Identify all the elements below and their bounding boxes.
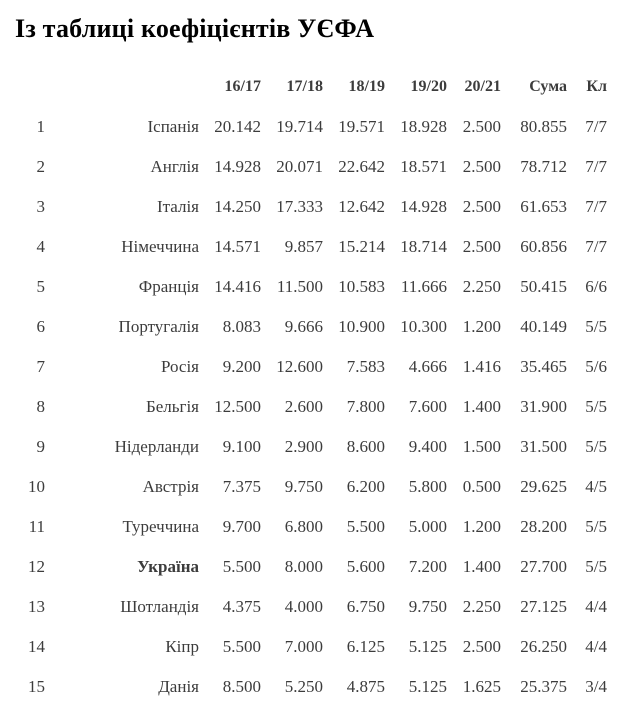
value-cell: 15.214 [338,237,385,256]
rank-cell: 6 [36,317,45,336]
value-cell: 12.500 [214,397,261,416]
value-cell: 9.857 [284,237,323,256]
value-cell: 28.200 [520,517,567,536]
table-row [15,227,607,267]
table-row [15,667,607,707]
value-cell: 2.900 [284,437,323,456]
value-cell: 9.400 [408,437,447,456]
value-cell: 5/5 [585,557,607,576]
country-cell: Шотландія [120,597,199,616]
value-cell: 0.500 [462,477,501,496]
value-cell: 14.416 [214,277,261,296]
column-header-season-17-18: 17/18 [286,78,323,95]
column-header-country [45,67,199,107]
value-cell: 9.200 [222,357,261,376]
rank-cell: 1 [36,117,45,136]
value-cell: 22.642 [338,157,385,176]
column-header-season-18-19: 18/19 [348,78,385,95]
rank-cell: 14 [28,637,45,656]
value-cell: 9.700 [222,517,261,536]
value-cell: 5/6 [585,357,607,376]
table-row [15,427,607,467]
value-cell: 20.142 [214,117,261,136]
rank-cell: 5 [36,277,45,296]
value-cell: 6.125 [346,637,385,656]
value-cell: 8.600 [346,437,385,456]
value-cell: 60.856 [520,237,567,256]
value-cell: 5/5 [585,397,607,416]
value-cell: 17.333 [276,197,323,216]
value-cell: 18.714 [400,237,447,256]
column-header-season-20-21: 20/21 [464,78,501,95]
value-cell: 5/5 [585,437,607,456]
value-cell: 6.200 [346,477,385,496]
value-cell: 8.500 [222,677,261,696]
country-cell: Іспанія [147,117,199,136]
country-cell: Англія [150,157,199,176]
country-cell: Туреччина [122,517,199,536]
value-cell: 9.750 [284,477,323,496]
table-row [15,347,607,387]
country-cell: Італія [156,197,199,216]
country-cell: Франція [138,277,199,296]
country-cell: Бельгія [145,397,199,416]
table-row [15,467,607,507]
column-header-season-16-17: 16/17 [224,78,261,95]
value-cell: 6/6 [585,277,607,296]
value-cell: 1.625 [462,677,501,696]
value-cell: 1.400 [462,557,501,576]
column-header-kl: Кл [586,78,607,95]
table-body [15,107,607,707]
value-cell: 9.666 [284,317,323,336]
value-cell: 5.600 [346,557,385,576]
country-cell: Росія [160,357,199,376]
rank-cell: 7 [36,357,45,376]
value-cell: 20.071 [276,157,323,176]
value-cell: 8.000 [284,557,323,576]
table-row [15,627,607,667]
page-title: Із таблиці коефіцієнтів УЄФА [15,14,375,43]
value-cell: 2.250 [462,597,501,616]
value-cell: 5.250 [284,677,323,696]
value-cell: 5.125 [408,637,447,656]
value-cell: 9.750 [408,597,447,616]
value-cell: 40.149 [520,317,567,336]
value-cell: 12.600 [276,357,323,376]
value-cell: 18.928 [400,117,447,136]
value-cell: 14.928 [214,157,261,176]
value-cell: 14.250 [214,197,261,216]
value-cell: 5.000 [408,517,447,536]
value-cell: 7/7 [585,197,607,216]
country-cell: Україна [137,557,199,576]
country-cell: Португалія [118,317,199,336]
value-cell: 2.600 [284,397,323,416]
value-cell: 7/7 [585,117,607,136]
value-cell: 27.700 [520,557,567,576]
value-cell: 8.083 [222,317,261,336]
rank-cell: 8 [36,397,45,416]
value-cell: 11.666 [400,277,447,296]
table-row [15,547,607,587]
rank-cell: 10 [28,477,45,496]
value-cell: 5.500 [222,637,261,656]
value-cell: 11.500 [276,277,323,296]
value-cell: 31.500 [520,437,567,456]
table-row [15,387,607,427]
value-cell: 7.375 [222,477,261,496]
table-row [15,107,607,147]
rank-cell: 2 [36,157,45,176]
value-cell: 29.625 [520,477,567,496]
value-cell: 7/7 [585,157,607,176]
country-cell: Німеччина [121,237,199,256]
value-cell: 7.600 [408,397,447,416]
value-cell: 2.500 [462,637,501,656]
value-cell: 80.855 [520,117,567,136]
value-cell: 5.500 [222,557,261,576]
value-cell: 10.300 [400,317,447,336]
rank-cell: 15 [28,677,45,696]
value-cell: 4.375 [222,597,261,616]
value-cell: 7.800 [346,397,385,416]
column-header-sum: Сума [529,78,567,95]
value-cell: 14.571 [214,237,261,256]
value-cell: 2.500 [462,157,501,176]
value-cell: 19.714 [276,117,323,136]
value-cell: 5/5 [585,317,607,336]
value-cell: 78.712 [520,157,567,176]
value-cell: 2.500 [462,117,501,136]
value-cell: 4/4 [585,597,607,616]
country-cell: Австрія [142,477,199,496]
value-cell: 5.800 [408,477,447,496]
value-cell: 7.200 [408,557,447,576]
value-cell: 3/4 [585,677,607,696]
table-row [15,187,607,227]
country-cell: Кіпр [165,637,199,656]
uefa-coefficients-table [15,67,607,707]
value-cell: 4.666 [408,357,447,376]
value-cell: 7/7 [585,237,607,256]
value-cell: 2.500 [462,197,501,216]
value-cell: 35.465 [520,357,567,376]
value-cell: 18.571 [400,157,447,176]
value-cell: 25.375 [520,677,567,696]
country-cell: Нідерланди [114,437,199,456]
value-cell: 6.750 [346,597,385,616]
value-cell: 27.125 [520,597,567,616]
rank-cell: 9 [36,437,45,456]
value-cell: 19.571 [338,117,385,136]
value-cell: 1.500 [462,437,501,456]
table-row [15,507,607,547]
rank-cell: 3 [36,197,45,216]
value-cell: 5.500 [346,517,385,536]
value-cell: 1.416 [462,357,501,376]
value-cell: 4/4 [585,637,607,656]
rank-cell: 4 [36,237,45,256]
value-cell: 4.000 [284,597,323,616]
value-cell: 9.100 [222,437,261,456]
table-row [15,307,607,347]
rank-cell: 12 [28,557,45,576]
rank-cell: 13 [28,597,45,616]
column-header-season-19-20: 19/20 [410,78,447,95]
value-cell: 1.200 [462,317,501,336]
table-header-row [15,67,607,107]
table-row [15,147,607,187]
table-row [15,587,607,627]
column-header-rank [15,67,45,107]
value-cell: 6.800 [284,517,323,536]
value-cell: 1.400 [462,397,501,416]
value-cell: 26.250 [520,637,567,656]
country-cell: Данія [158,677,199,696]
value-cell: 2.250 [462,277,501,296]
value-cell: 31.900 [520,397,567,416]
value-cell: 10.583 [338,277,385,296]
table-row [15,267,607,307]
value-cell: 4.875 [346,677,385,696]
value-cell: 7.583 [346,357,385,376]
rank-cell: 11 [28,517,45,536]
value-cell: 5/5 [585,517,607,536]
value-cell: 7.000 [284,637,323,656]
value-cell: 12.642 [338,197,385,216]
value-cell: 2.500 [462,237,501,256]
value-cell: 50.415 [520,277,567,296]
value-cell: 5.125 [408,677,447,696]
value-cell: 10.900 [338,317,385,336]
value-cell: 14.928 [400,197,447,216]
value-cell: 4/5 [585,477,607,496]
value-cell: 61.653 [520,197,567,216]
value-cell: 1.200 [462,517,501,536]
